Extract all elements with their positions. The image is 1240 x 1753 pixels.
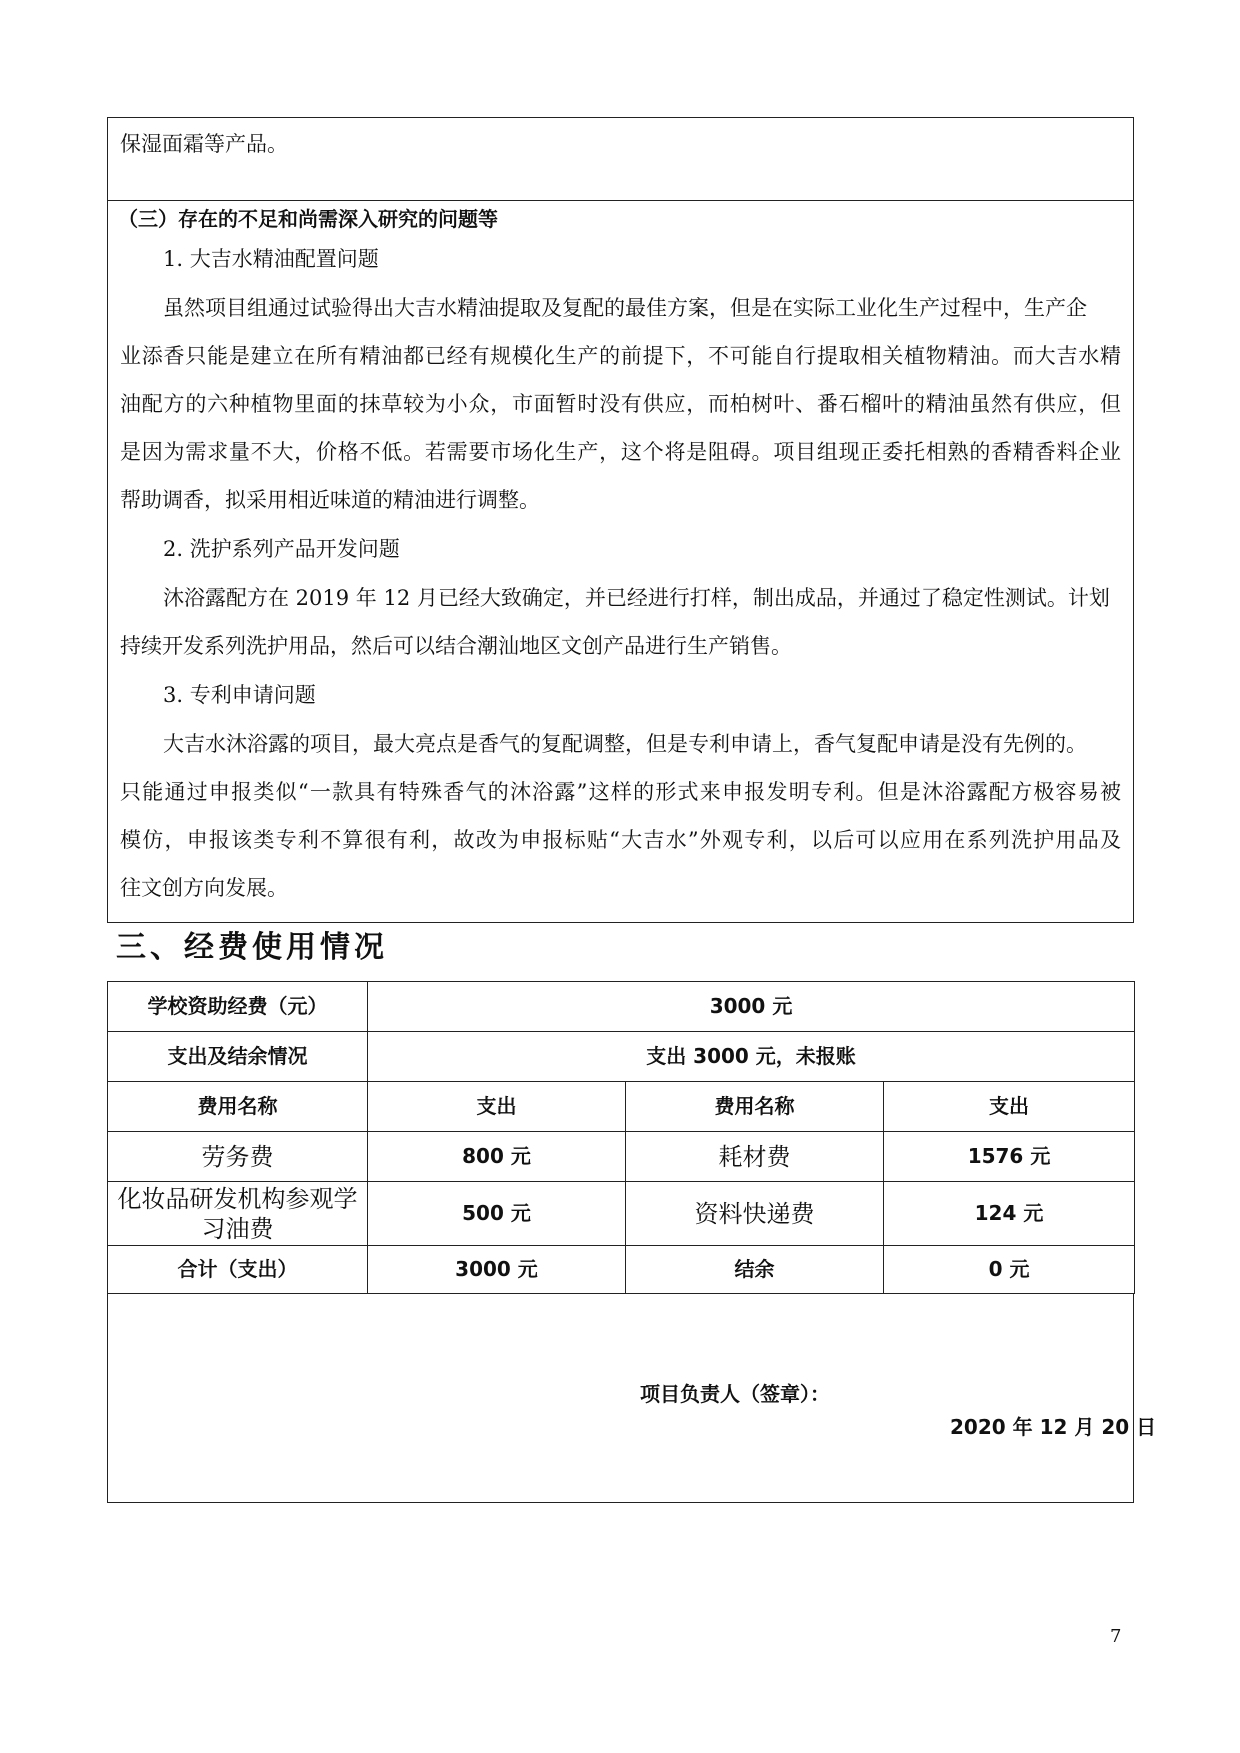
page-number: 7: [1110, 1626, 1122, 1647]
expense-name: 耗材费: [626, 1132, 884, 1182]
issue-3-line-4: 往文创方向发展。: [120, 876, 288, 900]
signature-box: [107, 1293, 1134, 1503]
column-header: 费用名称: [626, 1082, 884, 1132]
continuation-text: 保湿面霜等产品。: [120, 132, 288, 156]
remaining-amount: 0 元: [884, 1246, 1135, 1294]
expense-amount: 1576 元: [884, 1132, 1135, 1182]
total-row: [108, 1246, 1135, 1294]
issue-3-line-2: 只能通过申报类似“一款具有特殊香气的沐浴露”这样的形式来申报发明专利。但是沐浴露配方极容易被: [120, 780, 1121, 804]
issue-title-3: 3. 专利申请问题: [163, 683, 316, 707]
issue-3-line-3: 模仿，申报该类专利不算很有利，故改为申报标贴“大吉水”外观专利，以后可以应用在系列洗护用品及: [120, 828, 1121, 852]
expense-name: 劳务费: [108, 1132, 368, 1182]
issue-2-line-1: 沐浴露配方在 2019 年 12 月已经大致确定，并已经进行打样，制出成品，并通过了稳定性测试。计划: [163, 586, 1110, 610]
issue-title-2: 2. 洗护系列产品开发问题: [163, 537, 400, 561]
issue-3-line-1: 大吉水沐浴露的项目，最大亮点是香气的复配调整，但是专利申请上，香气复配申请是没有先例的。: [163, 732, 1087, 756]
expense-amount: 500 元: [368, 1182, 626, 1246]
issue-title-1: 1. 大吉水精油配置问题: [163, 247, 379, 271]
funds-section-title: 三、经费使用情况: [116, 930, 388, 965]
issue-1-line-5: 帮助调香，拟采用相近味道的精油进行调整。: [120, 488, 540, 512]
issue-1-line-2: 业添香只能是建立在所有精油都已经有规模化生产的前提下，不可能自行提取相关植物精油。而大吉水精: [120, 344, 1121, 368]
row-divider: [107, 200, 1134, 201]
remaining-label: 结余: [626, 1246, 884, 1294]
total-label: 合计（支出）: [108, 1246, 368, 1294]
signature-date: 2020 年 12 月 20 日: [950, 1415, 1157, 1439]
column-header: 费用名称: [108, 1082, 368, 1132]
issues-heading: （三）存在的不足和尚需深入研究的问题等: [118, 207, 498, 231]
expense-name: 化妆品研发机构参观学习油费: [108, 1182, 368, 1246]
funds-table: [107, 981, 1135, 1294]
column-header: 支出: [884, 1082, 1135, 1132]
table-row: [108, 1182, 1135, 1246]
expense-amount: 124 元: [884, 1182, 1135, 1246]
issue-1-line-3: 油配方的六种植物里面的抹草较为小众，市面暂时没有供应，而柏树叶、番石榴叶的精油虽然有供应，但: [120, 392, 1121, 416]
balance-label: 支出及结余情况: [108, 1032, 368, 1082]
issue-2-line-2: 持续开发系列洗护用品，然后可以结合潮汕地区文创产品进行生产销售。: [120, 634, 792, 658]
school-funding-label: 学校资助经费（元）: [108, 982, 368, 1032]
column-header: 支出: [368, 1082, 626, 1132]
expense-name: 资料快递费: [626, 1182, 884, 1246]
signature-label: 项目负责人（签章）：: [640, 1382, 830, 1406]
expense-amount: 800 元: [368, 1132, 626, 1182]
balance-value: 支出 3000 元，未报账: [368, 1032, 1135, 1082]
issue-1-line-4: 是因为需求量不大，价格不低。若需要市场化生产，这个将是阻碍。项目组现正委托相熟的香精香料企业: [120, 440, 1121, 464]
total-amount: 3000 元: [368, 1246, 626, 1294]
table-row: [108, 1132, 1135, 1182]
school-funding-value: 3000 元: [368, 982, 1135, 1032]
issue-1-line-1: 虽然项目组通过试验得出大吉水精油提取及复配的最佳方案，但是在实际工业化生产过程中，生产企: [163, 296, 1087, 320]
